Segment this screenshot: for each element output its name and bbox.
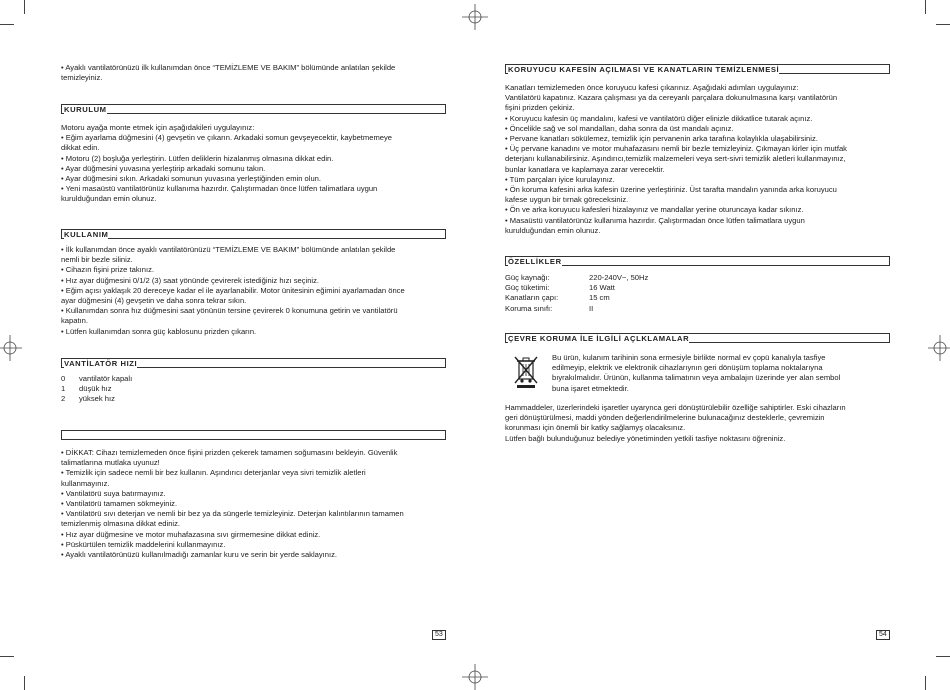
- text-line: • Koruyucu kafesin üç mandalını, kafesi ve vantilatörü diğer elinizle dikkatlice tutarak açınız.: [505, 113, 813, 123]
- crop-mark: [0, 656, 14, 657]
- text-line: • Püskürtülen temizlik maddelerini kullanmayınız.: [61, 539, 226, 549]
- specs-table: [505, 273, 805, 314]
- text-line: • Ön koruma kafesini arka kafesin üzerine yerleştiriniz. Üst tarafta mandalın yanında arka koruyucu: [505, 185, 837, 195]
- speed-value: düşük hız: [79, 384, 112, 394]
- text-line: • Motoru (2) boşluğa yerleştirin. Lütfen deliklerin hizalanmış olmasına dikkat edin.: [61, 153, 334, 163]
- spec-key: Güç tüketimi:: [505, 283, 550, 293]
- text-line: kurulduğundan emin olunuz.: [61, 194, 157, 204]
- spec-key: Güç kaynağı:: [505, 273, 550, 282]
- koruyucu-body: [505, 83, 895, 236]
- crop-mark: [24, 0, 25, 14]
- text-line: • Lütfen kullanımdan sonra güç kablosunu prizden çıkarın.: [61, 326, 257, 336]
- heading-text: VANTİLATÖR HIZI: [64, 359, 138, 368]
- text-line: Motoru ayağa monte etmek için aşağıdakileri uygulayınız:: [61, 123, 255, 132]
- text-line: kurulduğundan emin olunuz.: [505, 225, 601, 235]
- section-heading-koruyucu: [505, 64, 890, 74]
- section-heading-ozellikler: [505, 256, 890, 266]
- text-line: dikkat edin.: [61, 143, 100, 153]
- spec-value: 16 Watt: [589, 283, 615, 293]
- text-line: temizleyiniz.: [61, 73, 103, 83]
- text-line: • Hız ayar düğmesine ve motor muhafazasına sıvı girmemesine dikkat ediniz.: [61, 529, 321, 539]
- weee-bin-icon: [513, 355, 539, 392]
- left-intro: [61, 63, 451, 83]
- spec-row: [505, 293, 805, 303]
- speed-row: [61, 394, 261, 404]
- crop-mark: [0, 24, 14, 25]
- text-line: • Üç pervane kanadını ve motor muhafazasını nemli bir bezle temizleyiniz. Çıkmayan kirler için mutfak: [505, 144, 847, 154]
- text-line: Bu ürün, kulanım tarihinin sona ermesiyle birlikte normal ev çopü kanalıyla tasfiye: [552, 353, 826, 362]
- text-line: edilmeyip, elektrik ve elektronik cihazlarıynın geri dönüşüm toplama noktalarıyna: [552, 363, 823, 373]
- text-line: nemli bir bezle siliniz.: [61, 255, 133, 265]
- text-line: deterjanı kullanabilirsiniz. Aşındırıcı,temizlik malzemeleri veya sert-sivri temizlik aletleri kullanmayınız,: [505, 154, 846, 164]
- text-line: • Eğim ayarlama düğmesini (4) gevşetin ve çıkarın. Arkadaki somun gevşeyecektir, kaybetmemeye: [61, 133, 393, 143]
- text-line: geri dönüştürülmesi, maddi yönden değerlendirilmelerine bulunacağınız desteklerle, çevremizin: [505, 413, 825, 423]
- heading-text: KULLANIM: [64, 230, 109, 239]
- crop-mark: [24, 676, 25, 690]
- page-number-left: 53: [432, 630, 446, 640]
- text-line: • Masaüstü vantilatörünüz kullanıma hazırdır. Çalıştırmadan önce lütfen talimatlara uygun: [505, 215, 805, 225]
- speed-row: [61, 384, 261, 394]
- heading-text: KURULUM: [64, 105, 107, 114]
- text-line: Lütfen bağlı bulunduğunuz belediye yönetiminden yetkili tasfiye noktasını öğreniniz.: [505, 433, 786, 443]
- kullanim-body: [61, 245, 451, 337]
- cevre-body: [505, 403, 895, 444]
- text-line: fişini prizden çekiniz.: [505, 103, 575, 113]
- text-line: kafese uygun bir tırnak göreceksiniz.: [505, 195, 629, 205]
- text-line: ayar düğmesini (4) gevşetin ve daha sonra tekrar sıkın.: [61, 296, 247, 306]
- spec-row: [505, 283, 805, 293]
- speed-value: vantilatör kapalı: [79, 374, 133, 383]
- spec-row: [505, 304, 805, 314]
- text-line: korunması için önemli bir katky sağlamyş olacaksınız.: [505, 423, 686, 433]
- temizleme-body: [61, 448, 451, 560]
- text-line: • Hız ayar düğmesini 0/1/2 (3) saat yönünde çevirerek istediğiniz hızı seçiniz.: [61, 275, 320, 285]
- text-line: bunlar kanatlara ve kaplamaya zarar verecektir.: [505, 164, 665, 174]
- weee-text: [552, 353, 892, 394]
- registration-mark-right: [928, 333, 950, 363]
- text-line: • Vantilatörü tamamen sökmeyiniz.: [61, 499, 178, 509]
- text-line: temizlenmiş olmasına dikkat ediniz.: [61, 519, 181, 529]
- text-line: • Vantilatörü sıvı deterjan ve nemli bir bez ya da süngerle temizleyiniz. Deterjan kalıntılarının tamamen: [61, 509, 404, 519]
- spec-value: II: [589, 303, 594, 313]
- section-heading-hiz: [61, 358, 446, 368]
- text-line: • Ayaklı vantilatörünüzü ilk kullanımdan önce “TEMİZLEME VE BAKIM” bölümünde anlatılan şekilde: [61, 63, 396, 72]
- section-heading-kurulum: [61, 104, 446, 114]
- speed-row: [61, 374, 261, 384]
- text-line: • Ayaklı vantilatörünüzü kullanılmadığı zamanlar kuru ve serin bir yerde saklayınız.: [61, 550, 338, 560]
- spec-value: 15 cm: [589, 293, 610, 303]
- text-line: • Ön ve arka koruyucu kafesleri hizalayınız ve mandallar yerine oturuncaya kadar sıkınız.: [505, 205, 804, 215]
- text-line: • Temizlik için sadece nemli bir bez kullanın. Aşındırıcı deterjanlar veya sivri temizlik aletleri: [61, 468, 366, 478]
- crop-mark: [936, 24, 950, 25]
- heading-text: ÖZELLİKLER: [508, 257, 562, 266]
- text-line: Vantilatörü kapatınız. Kazara çalışması ya da cereyanlı parçalara dokunulmasına karşı vantilatörün: [505, 93, 838, 103]
- heading-text: ÇEVRE KORUMA İLE İLGİLİ AÇLKLAMALAR: [508, 334, 690, 343]
- text-line: • DİKKAT: Cihazı temizlemeden önce fişini prizden çekerek tamamen soğumasını bekleyin. Güvenlik: [61, 448, 398, 457]
- text-line: kapatın.: [61, 316, 89, 326]
- heading-text: KORUYUCU KAFESİN AÇILMASI VE KANATLARIN TEMİZLENMESİ: [508, 65, 780, 74]
- speed-key: 2: [61, 394, 66, 404]
- spec-value: 220-240V~, 50Hz: [589, 273, 649, 282]
- section-heading-temizleme: [61, 430, 446, 440]
- text-line: • Kullanımdan sonra hız düğmesini saat yönünün tersine çevirerek 0 konumuna getirin ve vantilatörü: [61, 306, 398, 316]
- section-heading-cevre: [505, 333, 890, 343]
- text-line: bıyrakılmalıdır. Ürünün, kullanma talimatının veya ambalajın üzerinde yer alan sembol: [552, 373, 841, 383]
- crop-mark: [936, 656, 950, 657]
- section-heading-kullanim: [61, 229, 446, 239]
- spec-key: Koruma sınıfı:: [505, 303, 553, 313]
- text-line: talimatlarına mutlaka uyunuz!: [61, 458, 160, 468]
- text-line: • Ayar düğmesini sıkın. Arkadaki somunun yuvasına yerleştiğinden emin olun.: [61, 174, 322, 184]
- spec-row: [505, 273, 805, 283]
- crop-mark: [925, 0, 926, 14]
- registration-mark-bottom: [459, 664, 491, 690]
- page-number-right: 54: [876, 630, 890, 640]
- text-line: buna işaret etmektedir.: [552, 383, 629, 393]
- speed-value: yüksek hız: [79, 394, 115, 404]
- text-line: • Öncelikle sağ ve sol mandalları, daha sonra da üst mandalı açınız.: [505, 123, 734, 133]
- text-line: • İlk kullanımdan önce ayaklı vantilatörünüzü “TEMİZLEME VE BAKIM” bölümünde anlatılan şekilde: [61, 245, 396, 254]
- registration-mark-top: [459, 4, 491, 30]
- text-line: • Cihazın fişini prize takınız.: [61, 265, 154, 275]
- text-line: Kanatları temizlemeden önce koruyucu kafesi çıkarınız. Aşağıdaki adımları uygulayınız:: [505, 83, 799, 92]
- text-line: kullanmayınız.: [61, 478, 110, 488]
- text-line: • Pervane kanatları sökülemez, temizlik için pervanenin arka tarafına kolaylıkla ulaşabilirsiniz.: [505, 134, 818, 144]
- text-line: • Ayar düğmesini yuvasına yerleştirip arkadaki somunu takın.: [61, 163, 266, 173]
- kurulum-body: [61, 123, 451, 205]
- speed-key: 0: [61, 374, 66, 383]
- spec-key: Kanatların çapı:: [505, 293, 559, 303]
- text-line: • Yeni masaüstü vantilatörünüz kullanıma hazırdır. Çalıştırmadan önce lütfen talimatlara uygun: [61, 184, 378, 194]
- text-line: Hammaddeler, üzerlerindeki işaretler uyarynca geri dönüştürülebilir özelliğe sahiptirler. Eski cihazların: [505, 403, 846, 412]
- text-line: • Tüm parçaları iyice kurulayınız.: [505, 174, 615, 184]
- speed-key: 1: [61, 384, 66, 394]
- crop-mark: [925, 676, 926, 690]
- registration-mark-left: [0, 333, 22, 363]
- text-line: • Eğim açısı yaklaşık 20 dereceye kadar el ile ayarlanabilir. Motor ünitesinin eğimini ayarlamadan önce: [61, 285, 405, 295]
- text-line: • Vantilatörü suya batırmayınız.: [61, 488, 166, 498]
- speed-table: [61, 374, 261, 405]
